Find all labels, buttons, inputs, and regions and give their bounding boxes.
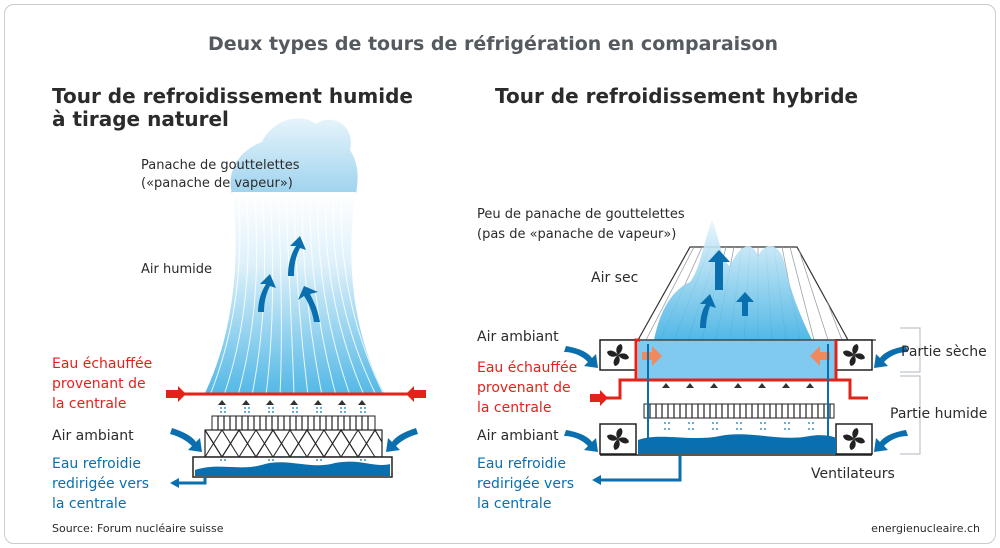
- left-ambient-air-label: Air ambiant: [52, 428, 134, 444]
- right-heading: Tour de refroidissement hybride: [495, 84, 859, 108]
- hybrid-wet-section: [642, 382, 838, 430]
- left-cooled-water-label-line1: Eau refroidie: [52, 456, 142, 472]
- left-humid-air-label: Air humide: [141, 262, 212, 277]
- hybrid-ambient-air-arrow-bottom-right: [874, 430, 908, 452]
- hybrid-ambient-air-top-label: Air ambiant: [477, 329, 559, 345]
- left-plume-label-line2: («panache de vapeur»): [141, 176, 293, 191]
- fan-bottom-right: [836, 424, 872, 454]
- left-spray-section: [212, 397, 375, 415]
- hybrid-plume-label-line2: (pas de «panache de vapeur»): [477, 227, 677, 242]
- hybrid-ambient-air-bottom-label: Air ambiant: [477, 428, 559, 444]
- left-hot-water-label-line3: la centrale: [52, 396, 127, 412]
- hybrid-hot-water-arrow-in: [590, 390, 608, 406]
- left-support-legs: [205, 430, 382, 457]
- left-plume-label-line1: Panache de gouttelettes: [141, 158, 300, 173]
- hybrid-cooled-water-label-line1: Eau refroidie: [477, 456, 567, 472]
- left-ambient-air-arrow-right: [386, 428, 418, 452]
- fans-label: Ventilateurs: [811, 466, 895, 482]
- fan-top-right: [836, 340, 872, 370]
- left-cooled-water-arrow: [170, 478, 179, 488]
- site-credit: energienucleaire.ch: [871, 522, 980, 535]
- left-heading-line1: Tour de refroidissement humide: [52, 84, 413, 108]
- left-hot-water-label-line1: Eau échauffée: [52, 356, 153, 372]
- hybrid-basin: [600, 434, 872, 455]
- hybrid-dry-section-fill: [638, 340, 836, 380]
- left-cooled-water-pipe: [178, 477, 205, 483]
- dry-part-label: Partie sèche: [901, 344, 987, 360]
- wet-part-label: Partie humide: [890, 406, 988, 422]
- hybrid-cooled-water-pipe: [600, 455, 680, 480]
- left-ambient-air-arrow-left: [170, 428, 202, 452]
- fan-top-left: [600, 340, 636, 370]
- left-cooled-water-label-line2: redirigée vers: [52, 476, 149, 492]
- hybrid-dry-air-label: Air sec: [591, 270, 639, 286]
- left-fill-packing: [212, 416, 375, 430]
- hybrid-hot-water-label-line2: provenant de: [477, 380, 571, 396]
- hybrid-ambient-air-arrow-bottom-left: [564, 430, 598, 452]
- hybrid-cooled-water-label-line3: la centrale: [477, 496, 552, 512]
- diagram-title: Deux types de tours de réfrigération en comparaison: [207, 33, 779, 55]
- hybrid-cooled-water-arrow: [592, 475, 601, 485]
- left-hot-water-arrow-in: [166, 386, 186, 402]
- hybrid-plume-label-line1: Peu de panache de gouttelettes: [477, 207, 685, 222]
- fan-bottom-left: [600, 424, 636, 454]
- hybrid-cooled-water-label-line2: redirigée vers: [477, 476, 574, 492]
- left-heading-line2: à tirage naturel: [52, 107, 229, 131]
- left-hot-water-label-line2: provenant de: [52, 376, 146, 392]
- right-side-hot-water-arrow-in: [406, 386, 426, 402]
- left-cooled-water-label-line3: la centrale: [52, 496, 127, 512]
- hybrid-hot-water-label-line1: Eau échauffée: [477, 360, 578, 376]
- left-basin: [193, 457, 392, 477]
- source-credit: Source: Forum nucléaire suisse: [52, 522, 224, 535]
- hybrid-hot-water-label-line3: la centrale: [477, 400, 552, 416]
